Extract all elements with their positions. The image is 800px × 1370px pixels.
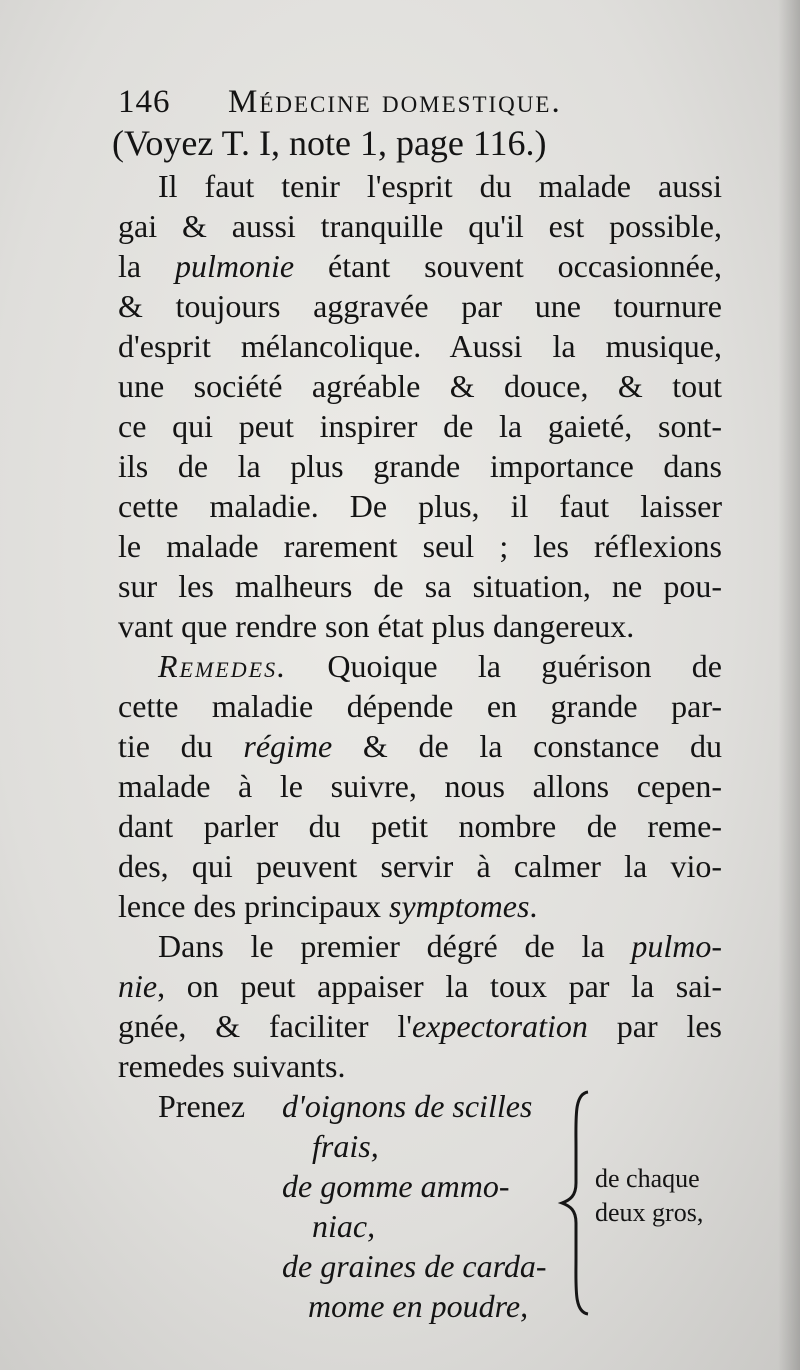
text-line: lence des principaux symptomes. — [118, 888, 538, 924]
reference-note: (Voyez T. I, note 1, page 116.) — [112, 123, 547, 163]
italic-word: nie — [118, 968, 158, 1004]
text-line: gai & aussi tranquille qu'il est possible, — [118, 208, 722, 244]
text-line: & toujours aggravée par une tournure — [118, 288, 722, 324]
dose-line: deux gros, — [595, 1198, 704, 1227]
text-line: gnée, & faciliter l'expectoration par les — [118, 1008, 722, 1044]
text-line: sur les malheurs de sa situation, ne pou- — [118, 568, 722, 604]
text-line: le malade rarement seul ; les réflexions — [118, 528, 722, 564]
text-line: malade à le suivre, nous allons cepen- — [118, 768, 722, 804]
text-line-remedes: Remedes. Quoique la guérison de — [158, 648, 722, 684]
text-line: une société agréable & douce, & tout — [118, 368, 722, 404]
page-number: 146 — [118, 84, 171, 120]
page-header — [118, 80, 638, 124]
prescription-line: d'oignons de scilles — [282, 1088, 533, 1124]
italic-word: pulmo- — [631, 928, 722, 964]
italic-word: symptomes — [389, 888, 530, 924]
text-line: d'esprit mélancolique. Aussi la musique, — [118, 328, 722, 364]
text-line: Il faut tenir l'esprit du malade aussi — [158, 168, 722, 204]
text-line — [118, 246, 722, 286]
text-line: cette maladie. De plus, il faut laisser — [118, 488, 722, 524]
prescription-line: niac, — [312, 1208, 376, 1244]
text-line: ce qui peut inspirer de la gaieté, sont- — [118, 408, 722, 444]
curly-brace-icon — [556, 1088, 596, 1318]
prescription-line: de gomme ammo- — [282, 1168, 510, 1204]
text-line: vant que rendre son état plus dangereux. — [118, 608, 635, 644]
text-line: ils de la plus grande importance dans — [118, 448, 722, 484]
italic-word: expectoration — [411, 1008, 588, 1044]
text-line: tie du régime & de la constance du — [118, 728, 722, 764]
prescription-verb: Prenez — [158, 1088, 246, 1124]
italic-word: régime — [243, 728, 333, 764]
text-line: remedes suivants. — [118, 1048, 346, 1084]
text-line: nie, on peut appaiser la toux par la sai- — [118, 968, 722, 1004]
text-line: des, qui peuvent servir à calmer la vio- — [118, 848, 722, 884]
italic-word: pulmonie — [175, 248, 295, 284]
text-line: Dans le premier dégré de la pulmo- — [158, 928, 722, 964]
dose-line: de chaque — [595, 1164, 700, 1193]
italic-word: Remedes. — [158, 648, 288, 684]
text-line-content: la pulmonie étant souvent occasionnée, — [118, 248, 723, 284]
text-line: cette maladie dépende en grande par- — [118, 688, 722, 724]
running-title: Médecine domestique. — [228, 84, 562, 120]
text-line: dant parler du petit nombre de reme- — [118, 808, 722, 844]
prescription-line: mome en poudre, — [308, 1288, 529, 1324]
prescription-line: de graines de carda- — [282, 1248, 547, 1284]
prescription-line: frais, — [312, 1128, 379, 1164]
